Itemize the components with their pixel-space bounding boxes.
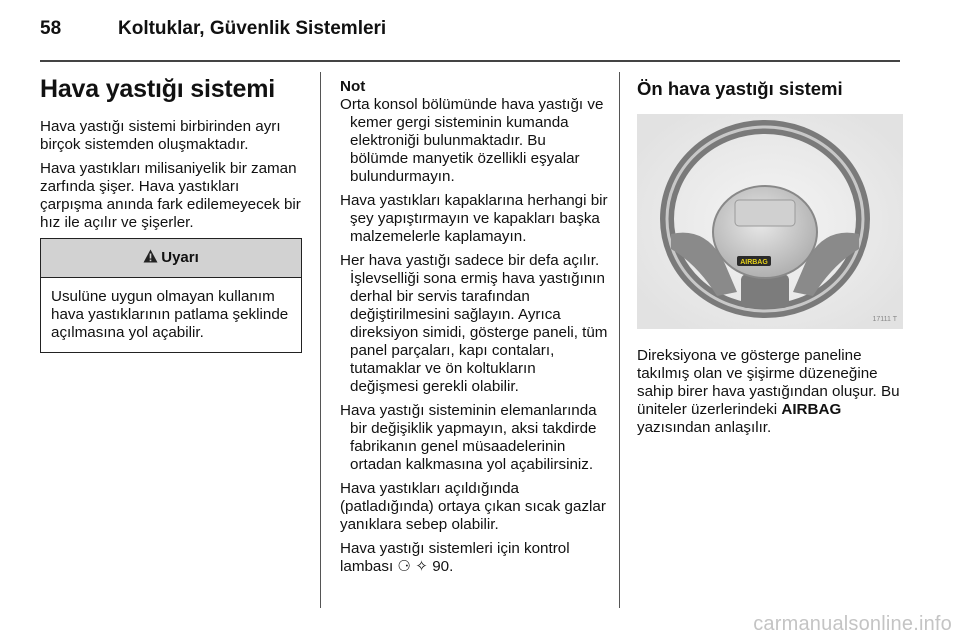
control-lamp-text: Hava yastığı sistemleri için kontrol lambası [340,540,570,575]
burn-warning-paragraph: Hava yastıkları açıldığında (patladığında) ortaya çıkan sıcak gazlar yanıklara sebep olabilir. [340,480,606,533]
warning-triangle-icon [143,249,158,268]
control-lamp-paragraph [340,540,608,576]
column-left [40,72,302,353]
steering-wheel-illustration [637,114,903,329]
description-paragraph: Hava yastıkları milisaniyelik bir zaman zarfında şişer. Hava yastıkları çarpışma anında fark edilemeyecek bir hız ile açılır ve şişerler. [40,160,301,231]
subsection-heading: Ön hava yastığı sistemi [637,78,843,99]
note-item: Hava yastığı sisteminin elemanlarında bir değişiklik yapmayın, aksi takdirde fabrikanın genel müsaadelerinin ortadan kalkmasına yol açabilirsiniz. [340,402,597,473]
figure-id: 17111 T [872,316,897,323]
note-title: Not [340,78,366,95]
warning-header [41,239,301,278]
airbag-label: AIRBAG [740,259,768,266]
column-middle [340,78,608,582]
warning-box [40,238,302,353]
intro-paragraph: Hava yastığı sistemi birbirinden ayrı birçok sistemden oluşmaktadır. [40,118,281,153]
warning-text: Usulüne uygun olmayan kullanım hava yastıklarının patlama şeklinde açılmasına yol açabilir. [51,288,289,341]
warning-title: Uyarı [161,249,199,266]
watermark[interactable]: carmanualsonline.info [753,613,952,635]
column-divider-1 [320,72,321,608]
steering-wheel-figure [637,114,903,329]
front-airbag-paragraph [637,347,903,437]
note-block [340,78,608,474]
front-airbag-text-end: yazısından anlaşılır. [637,419,772,436]
airbag-keyword: AIRBAG [781,401,842,418]
note-item: Hava yastıkları kapaklarına herhangi bir şey yapıştırmayın ve kapakları başka malzemelerle kaplamayın. [340,192,608,245]
page-header [40,18,900,48]
section-heading: Hava yastığı sistemi [40,75,276,103]
airbag-lamp-icon: ⚆ ✧ [397,558,428,575]
chapter-title: Koltuklar, Güvenlik Sistemleri [118,18,387,39]
column-right [637,78,903,437]
middle-body [340,480,608,576]
header-divider [40,60,900,62]
page-reference[interactable]: 90. [432,558,454,575]
front-airbag-text: Direksiyona ve gösterge paneline takılmış olan ve şişirme düzeneğine sahip birer hava yastığından oluşur. Bu üniteler üzerlerindeki [637,347,900,418]
note-item: Her hava yastığı sadece bir defa açılır. İşlevselliği sona ermiş hava yastığının derhal bir servis tarafından değiştirilmesini sağlayın. Ayrıca direksiyon simidi, gösterge paneli, tüm panel parçaları, kapı contaları, tutamaklar ve ön koltukların değişmesi gerekli olabilir. [340,252,608,395]
note-item: Orta konsol bölümünde hava yastığı ve kemer gergi sisteminin kumanda elektroniği bulunmaktadır. Bu bölümde manyetik özellikli eşyalar bulundurmayın. [340,96,604,185]
column-divider-2 [619,72,620,608]
page-number: 58 [40,18,62,39]
